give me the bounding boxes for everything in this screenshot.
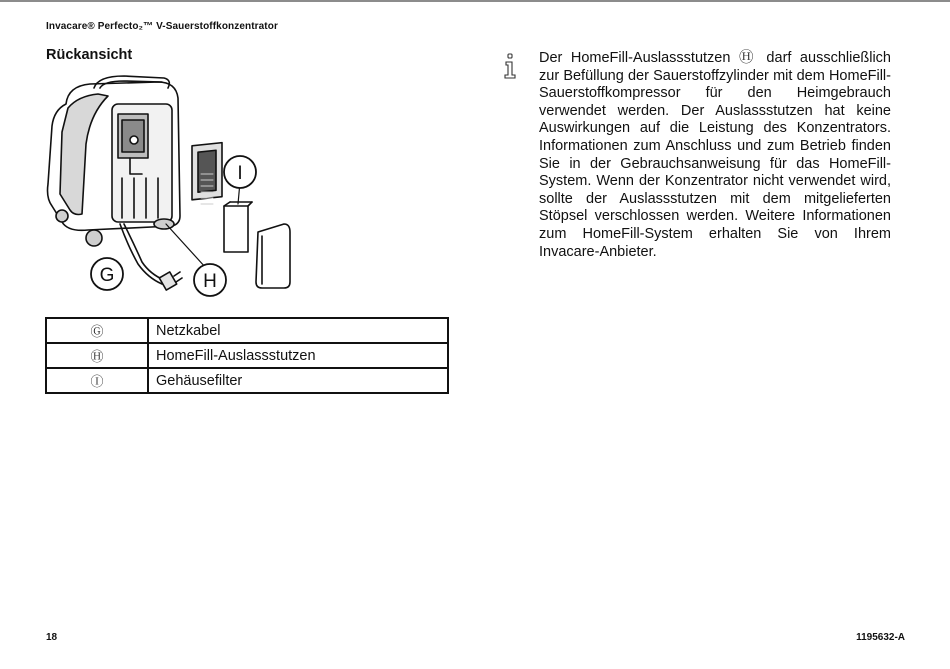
callout-g: G: [99, 265, 115, 286]
page-number: 18: [46, 632, 58, 643]
legend-key: Ⓘ: [46, 368, 148, 393]
legend-key: Ⓗ: [46, 343, 148, 368]
filter-cover: [256, 224, 290, 288]
callout-i: I: [237, 163, 243, 184]
info-icon: [503, 53, 517, 79]
info-note-text: Der HomeFill-Auslassstutzen Ⓗ darf ausschließlich zur Befüllung der Sauerstoffzylinder mit dem HomeFill-Sauerstoffkompressor für den Heimgebrauch verwendet werden. Der Auslassstutzen hat keine Auswirkungen auf die Leistung des Konzentrators. Informationen zum Anschluss und zum Betrieb finden Sie in der Gebrauchsanweisung für das HomeFill-System. Wenn der Konzentrator nicht verwendet wird, sollte der Auslassstutzen mit dem mitgelieferten Stöpsel verschlossen werden. Weitere Informationen zum HomeFill-System erhalten Sie von Ihrem Invacare-Anbieter.: [539, 50, 891, 260]
top-rule: [0, 0, 950, 2]
filter-panel: [224, 206, 248, 252]
rear-view-illustration: [38, 74, 300, 306]
running-header: Invacare® Perfecto₂™ V-Sauerstoffkonzentrator: [46, 21, 278, 32]
legend-label: HomeFill-Auslassstutzen: [148, 343, 448, 368]
callout-h: H: [203, 271, 217, 292]
document-id: 1195632-A: [856, 632, 905, 643]
section-title: Rückansicht: [46, 47, 133, 63]
legend-label: Netzkabel: [148, 318, 448, 343]
legend-table: [45, 317, 449, 394]
table-row: [46, 368, 448, 393]
housing-filter-grid: [192, 143, 222, 204]
legend-key: Ⓖ: [46, 318, 148, 343]
legend-label: Gehäusefilter: [148, 368, 448, 393]
table-row: [46, 343, 448, 368]
table-row: [46, 318, 448, 343]
